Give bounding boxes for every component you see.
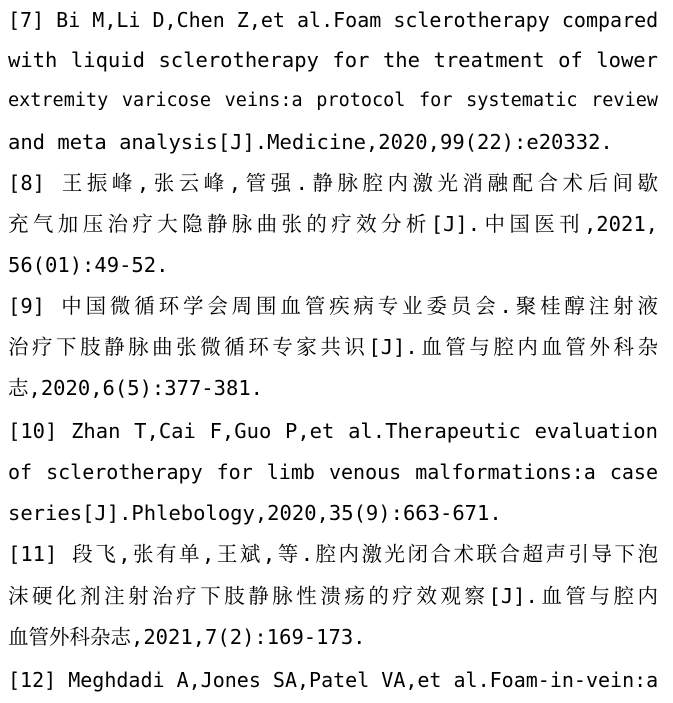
reference-12-line-1: [12] Meghdadi A,Jones SA,Patel VA,et al.Foam-in-vein:a — [8, 668, 659, 692]
reference-7-line-1: [7] Bi M,Li D,Chen Z,et al.Foam sclerotherapy compared — [8, 8, 659, 32]
reference-7-line-4: and meta analysis[J].Medicine,2020,99(22):e20332. — [8, 130, 613, 154]
reference-7-line-2: with liquid sclerotherapy for the treatment of lower — [8, 48, 658, 72]
reference-8-line-1: [8] 王振峰,张云峰,管强.静脉腔内激光消融配合术后间歇 — [8, 171, 658, 195]
reference-9-line-3: 志,2020,6(5):377-381. — [8, 376, 263, 400]
reference-9-line-2: 治疗下肢静脉曲张微循环专家共识[J].血管与腔内血管外科杂 — [8, 335, 658, 359]
reference-7-line-3: extremity varicose veins:a protocol for systematic review — [8, 90, 658, 111]
reference-8-line-3: 56(01):49-52. — [8, 253, 169, 277]
reference-8-line-2: 充气加压治疗大隐静脉曲张的疗效分析[J].中国医刊,2021, — [8, 212, 658, 236]
reference-11-line-1: [11] 段飞,张有单,王斌,等.腔内激光闭合术联合超声引导下泡 — [8, 542, 658, 566]
reference-10-line-2: of sclerotherapy for limb venous malformations:a case — [8, 460, 658, 484]
reference-11-line-3: 血管外科杂志,2021,7(2):169-173. — [8, 625, 366, 649]
reference-10-line-3: series[J].Phlebology,2020,35(9):663-671. — [8, 501, 502, 525]
reference-10-line-1: [10] Zhan T,Cai F,Guo P,et al.Therapeutic evaluation — [8, 419, 658, 443]
reference-11-line-2: 沫硬化剂注射治疗下肢静脉性溃疡的疗效观察[J].血管与腔内 — [8, 584, 658, 608]
reference-9-line-1: [9] 中国微循环学会周围血管疾病专业委员会.聚桂醇注射液 — [8, 294, 658, 318]
